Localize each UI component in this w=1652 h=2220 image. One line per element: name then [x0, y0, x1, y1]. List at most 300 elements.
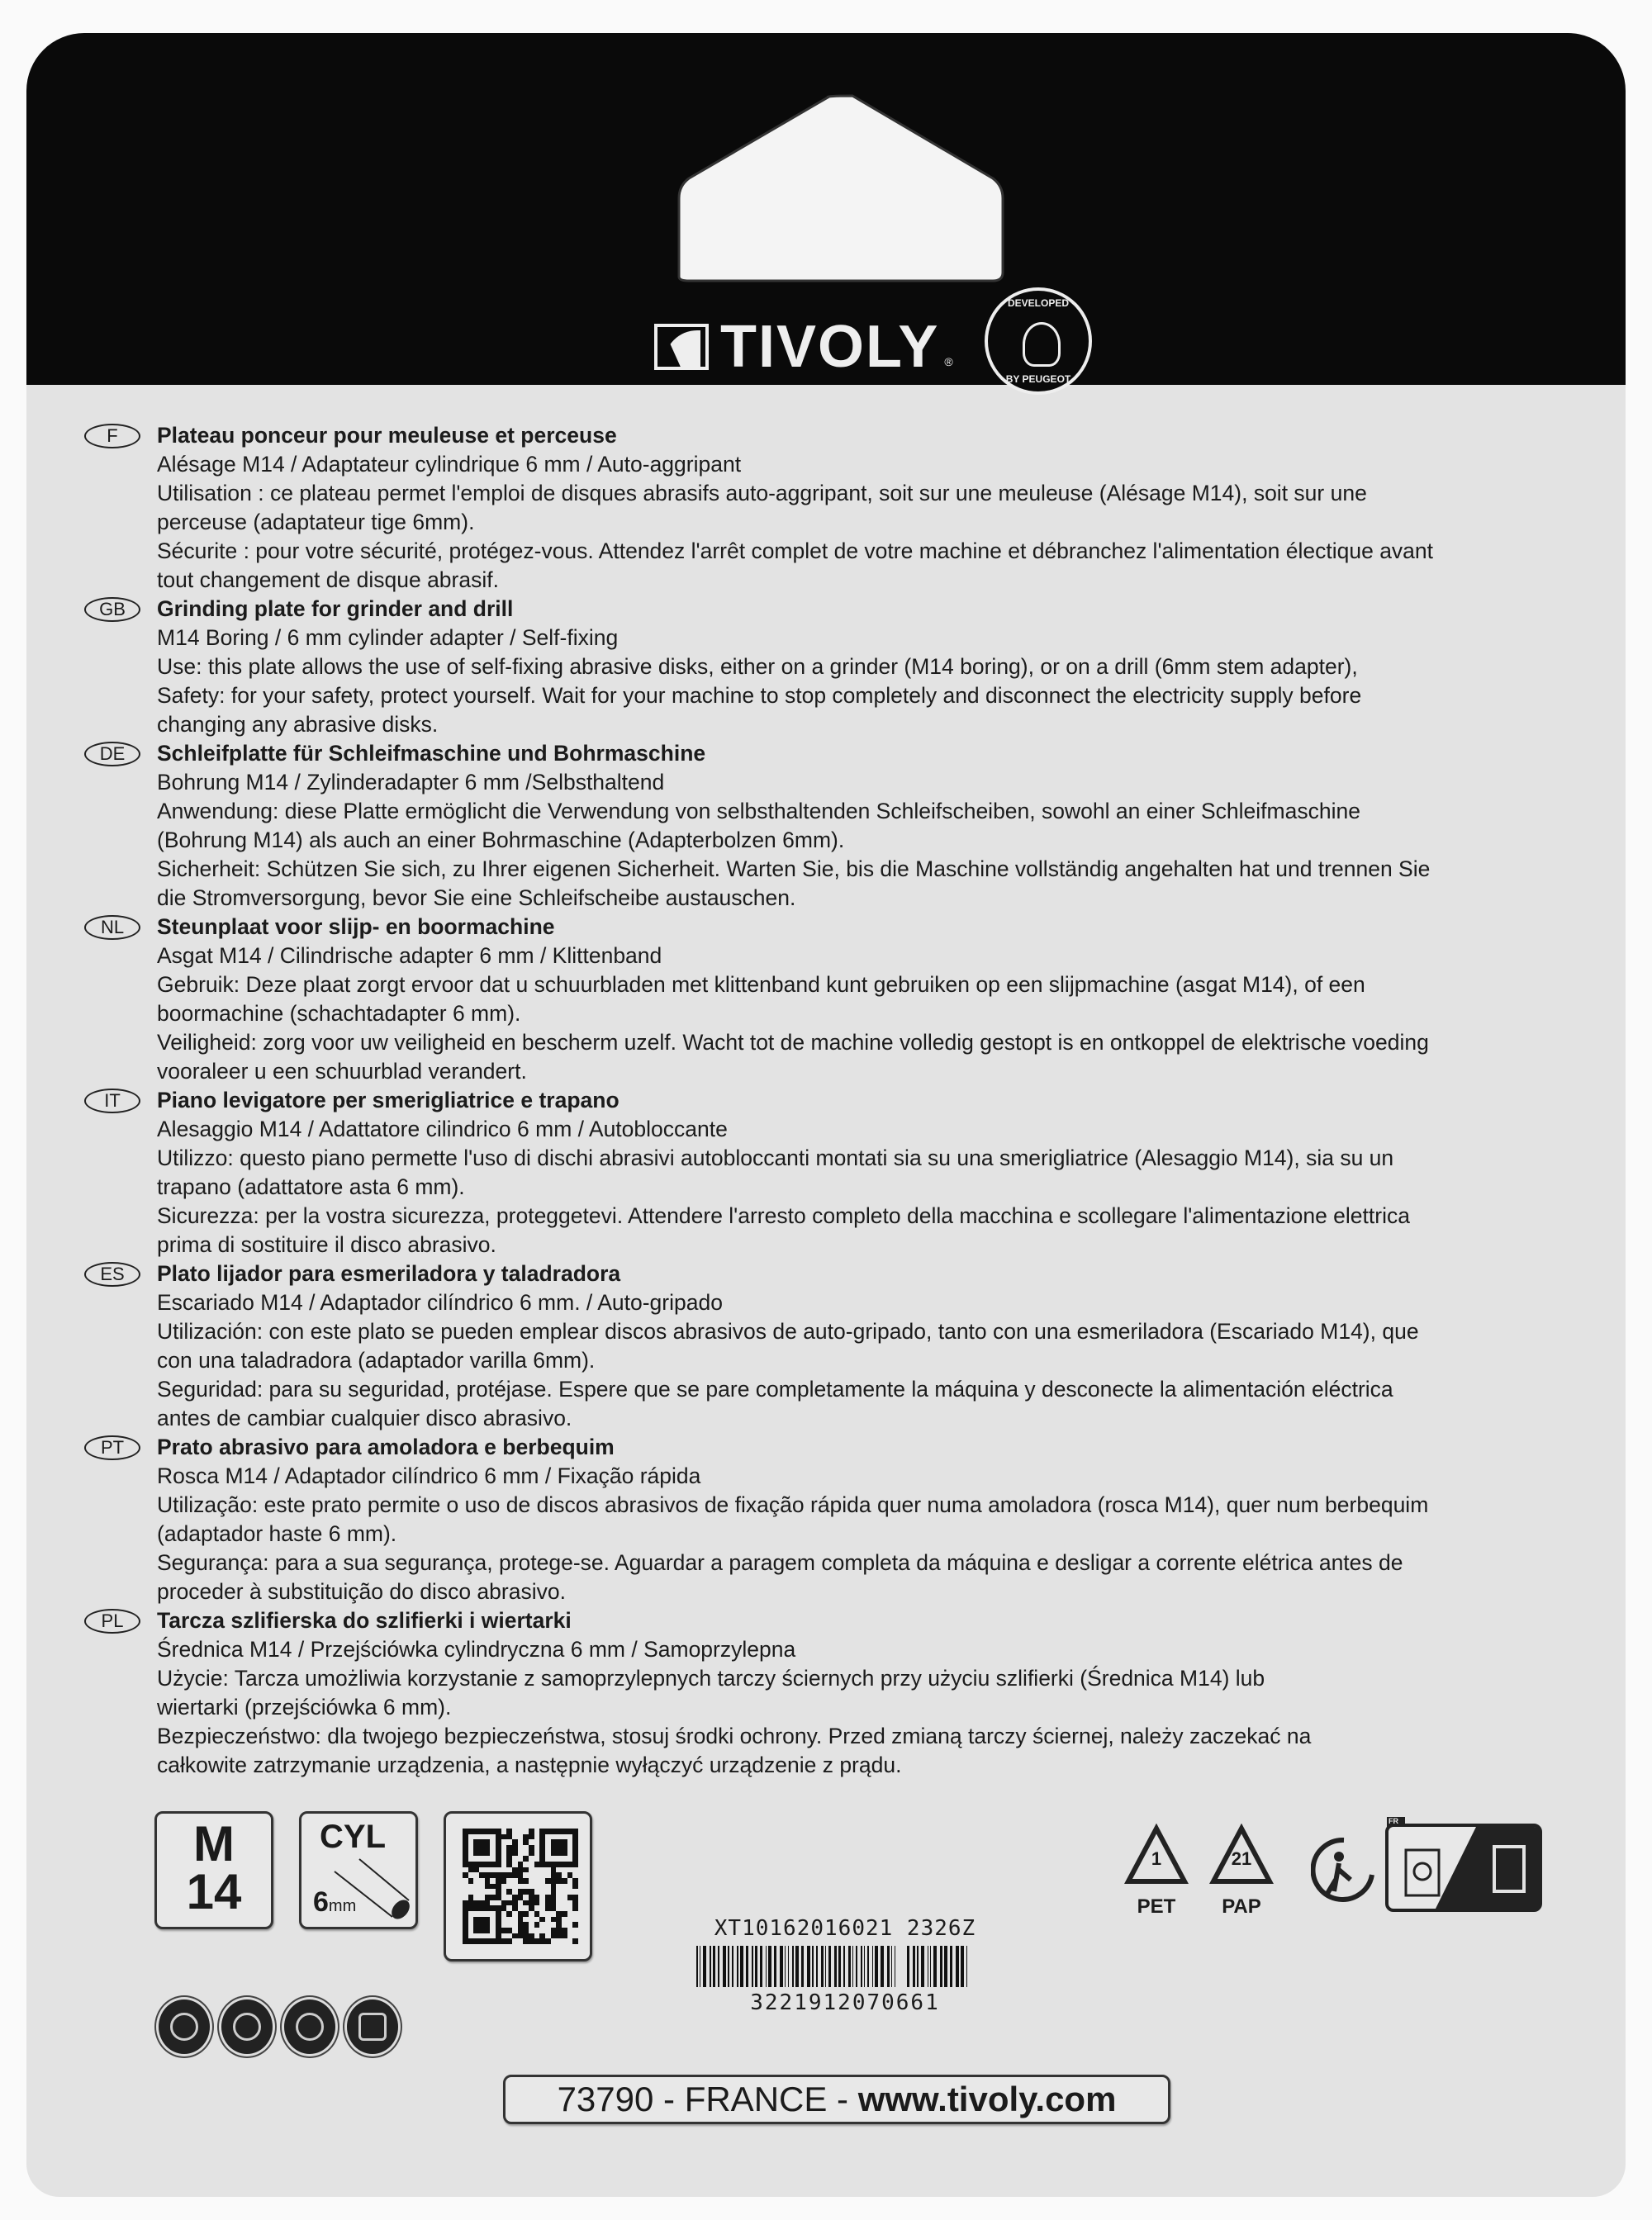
section-line: Asgat M14 / Cilindrische adapter 6 mm / Klittenband	[157, 943, 662, 968]
qr-module	[551, 1889, 557, 1895]
qr-code[interactable]	[444, 1811, 592, 1961]
qr-module	[468, 1851, 474, 1857]
qr-module	[473, 1839, 479, 1845]
qr-module	[534, 1872, 540, 1878]
section-line: antes de cambiar cualquier disco abrasivo.	[157, 1406, 572, 1430]
qr-module	[479, 1862, 485, 1867]
section-line: trapano (adattatore asta 6 mm).	[157, 1174, 465, 1199]
qr-module	[556, 1862, 562, 1867]
barcode-bar	[780, 1946, 783, 1987]
qr-module	[485, 1889, 491, 1895]
qr-module	[501, 1922, 507, 1928]
qr-module	[473, 1845, 479, 1851]
barcode-bar	[940, 1946, 942, 1987]
section-line: Escariado M14 / Adaptador cilíndrico 6 mm. / Auto-gripado	[157, 1290, 723, 1315]
qr-module	[562, 1851, 567, 1857]
qr-module	[572, 1938, 578, 1944]
qr-module	[506, 1922, 512, 1928]
qr-module	[518, 1911, 524, 1917]
qr-module	[523, 1867, 529, 1873]
qr-module	[523, 1856, 529, 1862]
qr-module	[572, 1856, 578, 1862]
qr-module	[572, 1922, 578, 1928]
qr-module	[518, 1839, 524, 1845]
section-line: die Stromversorgung, bevor Sie eine Schleifscheibe austauschen.	[157, 885, 796, 910]
qr-module	[501, 1829, 507, 1834]
qr-module	[463, 1862, 468, 1867]
language-badge: NL	[84, 915, 140, 940]
qr-module	[529, 1856, 534, 1862]
qr-module	[496, 1884, 501, 1890]
barcode-bar	[728, 1946, 729, 1987]
qr-module	[551, 1905, 557, 1911]
qr-module	[473, 1884, 479, 1890]
cyl-size-value: 6	[313, 1886, 329, 1918]
qr-module	[506, 1862, 512, 1867]
qr-module	[567, 1938, 573, 1944]
qr-module	[529, 1938, 534, 1944]
section-line: (adaptador haste 6 mm).	[157, 1521, 397, 1546]
qr-module	[551, 1834, 557, 1840]
qr-module	[556, 1878, 562, 1884]
qr-module	[551, 1884, 557, 1890]
qr-module	[562, 1889, 567, 1895]
qr-module	[529, 1862, 534, 1867]
qr-module	[545, 1851, 551, 1857]
qr-module	[572, 1862, 578, 1867]
qr-module	[556, 1900, 562, 1906]
qr-module	[529, 1889, 534, 1895]
barcode-bar	[961, 1946, 964, 1987]
qr-module	[556, 1829, 562, 1834]
qr-module	[506, 1851, 512, 1857]
qr-module	[551, 1895, 557, 1900]
qr-module	[523, 1834, 529, 1840]
qr-module	[534, 1867, 540, 1873]
qr-module	[479, 1829, 485, 1834]
qr-module	[551, 1839, 557, 1845]
qr-module	[545, 1917, 551, 1923]
barcode-block	[663, 1916, 1027, 2015]
qr-module	[572, 1867, 578, 1873]
qr-module	[463, 1900, 468, 1906]
qr-module	[479, 1839, 485, 1845]
qr-module	[506, 1917, 512, 1923]
barcode-bar	[907, 1946, 909, 1987]
brand-name: TIVOLY	[720, 314, 940, 380]
qr-module	[485, 1928, 491, 1933]
triman-fr-box	[1385, 1817, 1542, 1912]
barcode-bar	[746, 1946, 748, 1987]
peugeot-seal	[985, 287, 1092, 395]
qr-module	[534, 1845, 540, 1851]
qr-module	[468, 1922, 474, 1928]
qr-module	[539, 1933, 545, 1939]
qr-module	[501, 1884, 507, 1890]
qr-module	[479, 1922, 485, 1928]
barcode-bar	[710, 1946, 711, 1987]
section-line: Gebruik: Deze plaat zorgt ervoor dat u schuurbladen met klittenband kunt gebruiken op een slijpmachine (asgat M14), of een	[157, 972, 1365, 997]
qr-module	[572, 1905, 578, 1911]
qr-module	[506, 1856, 512, 1862]
qr-module	[479, 1845, 485, 1851]
section-line: Średnica M14 / Przejściówka cylindryczna 6 mm / Samoprzylepna	[157, 1637, 796, 1662]
barcode-bar	[944, 1946, 947, 1987]
qr-module	[463, 1911, 468, 1917]
qr-module	[518, 1922, 524, 1928]
qr-module	[463, 1895, 468, 1900]
qr-module	[572, 1851, 578, 1857]
qr-module	[512, 1889, 518, 1895]
qr-module	[539, 1889, 545, 1895]
language-badge: PT	[84, 1435, 140, 1460]
barcode-bar	[696, 1946, 698, 1987]
qr-module	[496, 1845, 501, 1851]
qr-module	[572, 1889, 578, 1895]
qr-module	[473, 1878, 479, 1884]
qr-module	[529, 1829, 534, 1834]
qr-module	[479, 1905, 485, 1911]
qr-module	[473, 1895, 479, 1900]
qr-module	[490, 1928, 496, 1933]
qr-module	[518, 1845, 524, 1851]
barcode-bar	[768, 1946, 771, 1987]
qr-module	[562, 1834, 567, 1840]
qr-module	[539, 1839, 545, 1845]
qr-module	[490, 1884, 496, 1890]
qr-module	[572, 1845, 578, 1851]
qr-module	[545, 1922, 551, 1928]
qr-module	[501, 1911, 507, 1917]
footer-postcode: 73790	[557, 2080, 654, 2118]
qr-module	[518, 1867, 524, 1873]
qr-module	[473, 1938, 479, 1944]
section-line: (Bohrung M14) als auch an einer Bohrmaschine (Adapterbolzen 6mm).	[157, 828, 845, 852]
footer-address	[503, 2075, 1170, 2124]
qr-module	[545, 1900, 551, 1906]
registered-mark: ®	[944, 355, 953, 368]
tivoly-logo-mark-icon	[654, 324, 709, 370]
qr-module	[572, 1878, 578, 1884]
qr-module	[523, 1911, 529, 1917]
qr-module	[468, 1856, 474, 1862]
qr-module	[572, 1884, 578, 1890]
section-line: Segurança: para a sua segurança, protege-se. Aguardar a paragem completa da máquina e desligar a corrente elétrica antes de	[157, 1550, 1403, 1575]
qr-module	[490, 1829, 496, 1834]
barcode-bar	[795, 1946, 799, 1987]
qr-module	[496, 1872, 501, 1878]
section-title: Piano levigatore per smerigliatrice e trapano	[157, 1088, 620, 1112]
qr-module	[506, 1933, 512, 1939]
qr-module	[496, 1878, 501, 1884]
qr-module	[485, 1933, 491, 1939]
qr-module	[523, 1884, 529, 1890]
section-title: Schleifplatte für Schleifmaschine und Bohrmaschine	[157, 741, 706, 766]
qr-module	[572, 1900, 578, 1906]
qr-module	[485, 1834, 491, 1840]
qr-module	[572, 1911, 578, 1917]
qr-module	[506, 1829, 512, 1834]
qr-module	[567, 1867, 573, 1873]
qr-module	[545, 1845, 551, 1851]
barcode-bar	[843, 1946, 845, 1987]
qr-module	[485, 1845, 491, 1851]
qr-module	[572, 1895, 578, 1900]
section-line: tout changement de disque abrasif.	[157, 567, 499, 592]
barcode-bar	[807, 1946, 810, 1987]
barcode-bar	[867, 1946, 869, 1987]
qr-module	[551, 1933, 557, 1939]
section-line: Sécurite : pour votre sécurité, protégez-vous. Attendez l'arrêt complet de votre machine et débranchez l'alimentation électique avant	[157, 538, 1434, 563]
qr-module	[562, 1922, 567, 1928]
multilingual-description	[26, 421, 1626, 1780]
qr-module	[551, 1922, 557, 1928]
qr-module	[490, 1895, 496, 1900]
qr-module	[534, 1884, 540, 1890]
qr-module	[485, 1922, 491, 1928]
section-title: Grinding plate for grinder and drill	[157, 596, 514, 621]
qr-module	[512, 1845, 518, 1851]
qr-module	[468, 1895, 474, 1900]
section-line: Anwendung: diese Platte ermöglicht die Verwendung von selbsthaltenden Schleifscheiben, sowohl an einer Schleifmaschine	[157, 799, 1360, 823]
seal-bottom-text: BY PEUGEOT	[1005, 373, 1071, 385]
section-line: perceuse (adaptateur tige 6mm).	[157, 510, 475, 534]
qr-module	[539, 1856, 545, 1862]
qr-module	[501, 1928, 507, 1933]
barcode-bar	[875, 1946, 878, 1987]
qr-module	[518, 1829, 524, 1834]
barcode-bar	[755, 1946, 757, 1987]
qr-module	[506, 1911, 512, 1917]
barcode-bar	[887, 1946, 890, 1987]
qr-module	[512, 1905, 518, 1911]
batch-code: XT10162016021 2326Z	[714, 1916, 976, 1941]
qr-module	[479, 1856, 485, 1862]
barcode-bar	[737, 1946, 738, 1987]
qr-module	[523, 1895, 529, 1900]
barcode-bar	[891, 1946, 892, 1987]
qr-module	[523, 1905, 529, 1911]
qr-module	[512, 1900, 518, 1906]
tivoly-logo	[654, 314, 953, 380]
m14-bottom: 14	[186, 1864, 242, 1919]
qr-module	[556, 1834, 562, 1840]
qr-module	[539, 1928, 545, 1933]
qr-module	[485, 1839, 491, 1845]
section-line: Sicurezza: per la vostra sicurezza, proteggetevi. Attendere l'arresto completo della macchina e scollegare l'alimentazione elettrica	[157, 1203, 1410, 1228]
qr-module	[539, 1905, 545, 1911]
qr-module	[551, 1878, 557, 1884]
qr-module	[506, 1839, 512, 1845]
qr-module	[518, 1856, 524, 1862]
qr-module	[529, 1911, 534, 1917]
qr-module	[572, 1928, 578, 1933]
qr-module	[463, 1917, 468, 1923]
qr-module	[523, 1839, 529, 1845]
qr-module	[490, 1917, 496, 1923]
qr-module	[512, 1917, 518, 1923]
qr-module	[545, 1839, 551, 1845]
qr-module	[468, 1872, 474, 1878]
qr-module	[485, 1872, 491, 1878]
barcode-bar	[956, 1946, 959, 1987]
qr-module	[485, 1917, 491, 1923]
qr-module	[539, 1872, 545, 1878]
qr-module	[556, 1884, 562, 1890]
qr-module	[479, 1928, 485, 1933]
footer-sep: -	[827, 2080, 858, 2118]
qr-module	[468, 1905, 474, 1911]
qr-module	[485, 1895, 491, 1900]
qr-module	[562, 1900, 567, 1906]
qr-module	[501, 1900, 507, 1906]
barcode-bar	[899, 1946, 902, 1987]
qr-module	[490, 1862, 496, 1867]
cyl-size	[313, 1886, 356, 1919]
qr-module	[518, 1895, 524, 1900]
barcode-bar	[812, 1946, 814, 1987]
section-line: proceder à substituição do disco abrasivo.	[157, 1579, 566, 1604]
cyl-adapter-badge	[299, 1811, 418, 1929]
qr-module	[539, 1862, 545, 1867]
section-de	[26, 739, 1626, 913]
qr-module	[562, 1928, 567, 1933]
qr-module	[512, 1928, 518, 1933]
qr-module	[490, 1938, 496, 1944]
section-line: Safety: for your safety, protect yourself. Wait for your machine to stop completely and disconnect the electricity supply before	[157, 683, 1362, 708]
qr-module	[567, 1884, 573, 1890]
qr-module	[518, 1878, 524, 1884]
section-line: prima di sostituire il disco abrasivo.	[157, 1232, 496, 1257]
qr-module	[529, 1905, 534, 1911]
qr-module	[567, 1834, 573, 1840]
triman-country: FR	[1389, 1817, 1398, 1825]
qr-module	[539, 1845, 545, 1851]
qr-module	[496, 1895, 501, 1900]
qr-module	[539, 1938, 545, 1944]
qr-module	[468, 1900, 474, 1906]
qr-module	[556, 1895, 562, 1900]
qr-module	[534, 1829, 540, 1834]
qr-module	[506, 1845, 512, 1851]
barcode-bar	[872, 1946, 873, 1987]
qr-module	[518, 1900, 524, 1906]
qr-module	[518, 1872, 524, 1878]
qr-module	[562, 1839, 567, 1845]
section-nl	[26, 913, 1626, 1086]
seal-top-text: DEVELOPED	[1007, 297, 1069, 309]
qr-module	[496, 1922, 501, 1928]
qr-module	[529, 1845, 534, 1851]
barcode-bars	[696, 1946, 994, 1987]
barcode-bar	[913, 1946, 915, 1987]
qr-module	[556, 1917, 562, 1923]
qr-module	[490, 1856, 496, 1862]
qr-module	[562, 1884, 567, 1890]
qr-module	[496, 1911, 501, 1917]
qr-module	[529, 1867, 534, 1873]
qr-module	[529, 1878, 534, 1884]
qr-module	[534, 1895, 540, 1900]
qr-module	[523, 1829, 529, 1834]
section-line: Veiligheid: zorg voor uw veiligheid en bescherm uzelf. Wacht tot de machine volledig gestopt is en ontkoppel de elektrische voeding	[157, 1030, 1429, 1055]
section-es	[26, 1259, 1626, 1433]
qr-module	[496, 1839, 501, 1845]
section-line: Utilización: con este plato se pueden emplear discos abrasivos de auto-gripado, tanto con una esmeriladora (Escariado M14), que	[157, 1319, 1419, 1344]
qr-module	[529, 1917, 534, 1923]
qr-module	[545, 1905, 551, 1911]
qr-module	[501, 1933, 507, 1939]
qr-module	[496, 1829, 501, 1834]
qr-module	[501, 1851, 507, 1857]
qr-module	[490, 1933, 496, 1939]
qr-module	[496, 1862, 501, 1867]
qr-module	[534, 1856, 540, 1862]
language-badge: GB	[84, 597, 140, 622]
qr-module	[539, 1829, 545, 1834]
qr-module	[556, 1928, 562, 1933]
qr-module	[473, 1862, 479, 1867]
language-badge: PL	[84, 1609, 140, 1634]
qr-module	[501, 1878, 507, 1884]
qr-module	[572, 1917, 578, 1923]
section-title: Prato abrasivo para amoladora e berbequim	[157, 1435, 615, 1459]
qr-module	[562, 1933, 567, 1939]
qr-module	[512, 1834, 518, 1840]
qr-module	[551, 1856, 557, 1862]
qr-module	[485, 1911, 491, 1917]
qr-module	[572, 1834, 578, 1840]
qr-module	[556, 1839, 562, 1845]
qr-module	[479, 1889, 485, 1895]
qr-module	[529, 1839, 534, 1845]
qr-module	[567, 1917, 573, 1923]
qr-module	[539, 1900, 545, 1906]
qr-module	[468, 1878, 474, 1884]
qr-module	[463, 1845, 468, 1851]
qr-module	[501, 1856, 507, 1862]
qr-module	[485, 1867, 491, 1873]
section-line: M14 Boring / 6 mm cylinder adapter / Self-fixing	[157, 625, 619, 650]
qr-module	[501, 1862, 507, 1867]
qr-module	[523, 1851, 529, 1857]
qr-module	[501, 1845, 507, 1851]
qr-module	[468, 1889, 474, 1895]
section-line: wiertarki (przejściówka 6 mm).	[157, 1695, 452, 1720]
footer-website-link[interactable]: www.tivoly.com	[857, 2080, 1117, 2118]
qr-module	[551, 1862, 557, 1867]
qr-module	[463, 1933, 468, 1939]
section-line: Utilizzo: questo piano permette l'uso di dischi abrasivi autobloccanti montati sia su una smerigliatrice (Alesaggio M14), sia su un	[157, 1146, 1394, 1170]
qr-module	[485, 1900, 491, 1906]
qr-module	[556, 1889, 562, 1895]
qr-module	[473, 1856, 479, 1862]
qr-module	[479, 1895, 485, 1900]
qr-module	[512, 1851, 518, 1857]
qr-module	[479, 1851, 485, 1857]
section-line: vooraleer u een schuurblad verandert.	[157, 1059, 527, 1084]
qr-module	[523, 1917, 529, 1923]
cyl-size-unit: mm	[328, 1897, 357, 1915]
qr-module	[506, 1900, 512, 1906]
qr-module	[551, 1829, 557, 1834]
qr-module	[539, 1922, 545, 1928]
qr-module	[479, 1867, 485, 1873]
qr-module	[479, 1938, 485, 1944]
barcode-bar	[864, 1946, 865, 1987]
qr-module	[567, 1895, 573, 1900]
section-title: Plateau ponceur pour meuleuse et perceuse	[157, 423, 617, 448]
